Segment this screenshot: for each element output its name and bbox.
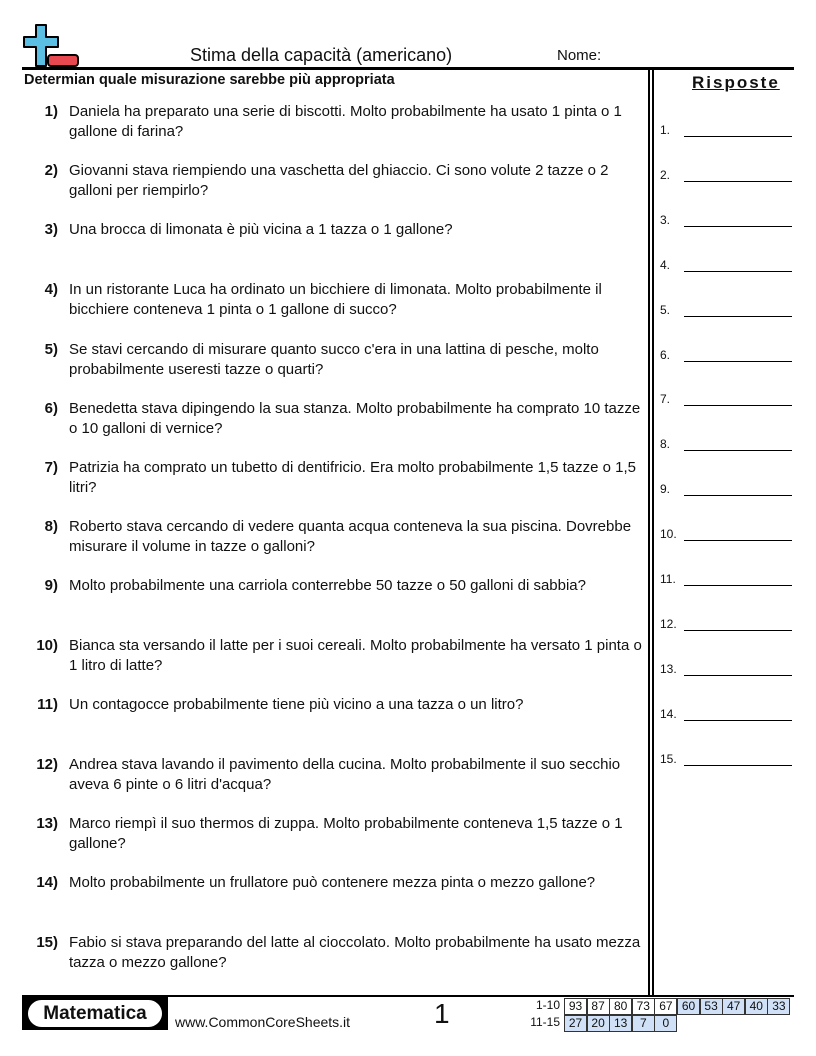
- answer-slot[interactable]: [660, 213, 800, 227]
- answer-slot[interactable]: [660, 752, 800, 766]
- answer-blank-line[interactable]: [684, 271, 792, 272]
- answer-number: 8.: [660, 437, 671, 452]
- answer-slot[interactable]: [660, 482, 800, 496]
- question-text: Una brocca di limonata è più vicina a 1 tazza o 1 gallone?: [69, 221, 453, 238]
- question-item: [24, 576, 644, 596]
- question-item: [24, 933, 644, 973]
- question-item: [24, 161, 644, 201]
- answer-blank-line[interactable]: [684, 720, 792, 721]
- answer-slot[interactable]: [660, 123, 800, 137]
- score-cell: 93: [564, 998, 587, 1015]
- name-label: Nome:: [557, 47, 602, 64]
- score-cell: 40: [745, 998, 768, 1015]
- answers-title: Risposte: [692, 73, 780, 92]
- question-text: In un ristorante Luca ha ordinato un bicchiere di limonata. Molto probabilmente il bicchiere conteneva 1 pinta o 1 gallone di succo?: [69, 281, 602, 318]
- question-text: Molto probabilmente una carriola conterrebbe 50 tazze o 50 galloni di sabbia?: [69, 577, 586, 594]
- question-number: 1): [44, 103, 58, 120]
- answer-blank-line[interactable]: [684, 136, 792, 137]
- answer-blank-line[interactable]: [684, 630, 792, 631]
- question-text: Patrizia ha comprato un tubetto di dentifricio. Era molto probabilmente 1,5 tazze o 1,5 litri?: [69, 459, 636, 496]
- question-item: [24, 340, 644, 380]
- score-cell: 47: [722, 998, 745, 1015]
- question-item: [24, 636, 644, 676]
- answer-slot[interactable]: [660, 348, 800, 362]
- answer-blank-line[interactable]: [684, 585, 792, 586]
- question-text: Se stavi cercando di misurare quanto succo c'era in una lattina di pesche, molto probabilmente useresti tazze o quarti?: [69, 341, 599, 378]
- question-text: Un contagocce probabilmente tiene più vicino a una tazza o un litro?: [69, 696, 524, 713]
- answer-blank-line[interactable]: [684, 765, 792, 766]
- score-cell: 0: [654, 1015, 677, 1032]
- question-number: 7): [44, 459, 58, 476]
- score-cell: 67: [654, 998, 677, 1015]
- column-divider-right: [652, 67, 654, 996]
- column-divider-left: [648, 67, 650, 996]
- question-number: 12): [36, 756, 58, 773]
- answer-blank-line[interactable]: [684, 540, 792, 541]
- brand-label: Matematica: [28, 1000, 162, 1027]
- question-number: 14): [36, 874, 58, 891]
- question-item: [24, 458, 644, 498]
- question-item: [24, 280, 644, 320]
- question-number: 8): [44, 518, 58, 535]
- answer-number: 10.: [660, 527, 677, 542]
- brand-badge: [22, 997, 168, 1030]
- answer-number: 2.: [660, 167, 671, 182]
- question-number: 9): [44, 577, 58, 594]
- answer-blank-line[interactable]: [684, 450, 792, 451]
- answer-blank-line[interactable]: [684, 495, 792, 496]
- question-text: Andrea stava lavando il pavimento della cucina. Molto probabilmente il suo secchio aveva 6 pinte o 6 litri d'acqua?: [69, 756, 621, 793]
- answer-number: 6.: [660, 347, 671, 362]
- question-text: Marco riempì il suo thermos di zuppa. Molto probabilmente conteneva 1,5 tazze o 1 gallone?: [69, 815, 623, 852]
- answer-slot[interactable]: [660, 258, 800, 272]
- answer-blank-line[interactable]: [684, 675, 792, 676]
- answer-number: 5.: [660, 302, 671, 317]
- answer-number: 14.: [660, 706, 677, 721]
- question-item: [24, 695, 644, 715]
- site-url: www.CommonCoreSheets.it: [175, 1014, 351, 1030]
- question-text: Fabio si stava preparando del latte al cioccolato. Molto probabilmente ha usato mezza tazza o mezzo gallone?: [69, 934, 641, 971]
- question-text: Molto probabilmente un frullatore può contenere mezza pinta o mezzo gallone?: [69, 874, 596, 891]
- question-item: [24, 873, 644, 893]
- answer-slot[interactable]: [660, 572, 800, 586]
- score-cell: 87: [587, 998, 610, 1015]
- answer-number: 11.: [660, 572, 676, 586]
- question-number: 10): [36, 637, 58, 654]
- question-text: Daniela ha preparato una serie di biscotti. Molto probabilmente ha usato 1 pinta o 1 gallone di farina?: [69, 103, 622, 140]
- answer-number: 7.: [660, 392, 671, 407]
- score-cell: 20: [587, 1015, 610, 1032]
- question-number: 2): [44, 162, 58, 179]
- score-cell: 60: [677, 998, 700, 1015]
- answer-slot[interactable]: [660, 662, 800, 676]
- question-item: [24, 517, 644, 557]
- score-cell: 73: [632, 998, 655, 1015]
- answer-number: 4.: [660, 257, 671, 272]
- answer-slot[interactable]: [660, 303, 800, 317]
- answer-number: 12.: [660, 616, 677, 631]
- question-number: 4): [44, 281, 58, 298]
- question-number: 11): [37, 696, 58, 713]
- question-item: [24, 102, 644, 142]
- score-row-label: 1-10: [535, 998, 560, 1012]
- question-number: 5): [44, 341, 58, 358]
- answer-blank-line[interactable]: [684, 226, 792, 227]
- answer-blank-line[interactable]: [684, 405, 792, 406]
- question-number: 15): [36, 934, 58, 951]
- logo-plus-minus-icon: [22, 24, 80, 68]
- score-cell: 7: [632, 1015, 655, 1032]
- worksheet-title: Stima della capacità (americano): [190, 45, 453, 65]
- answer-slot[interactable]: [660, 437, 800, 451]
- answer-slot[interactable]: [660, 707, 800, 721]
- question-number: 3): [44, 221, 58, 238]
- answer-number: 1.: [660, 123, 671, 137]
- answer-slot[interactable]: [660, 527, 800, 541]
- answer-blank-line[interactable]: [684, 316, 792, 317]
- question-text: Giovanni stava riempiendo una vaschetta del ghiaccio. Ci sono volute 2 tazze o 2 galloni per riempirlo?: [69, 162, 609, 199]
- question-item: [24, 399, 644, 439]
- question-number: 13): [36, 815, 58, 832]
- question-text: Benedetta stava dipingendo la sua stanza. Molto probabilmente ha comprato 10 tazze o 10 galloni di vernice?: [69, 400, 641, 437]
- score-cell: 27: [564, 1015, 587, 1032]
- answer-slot[interactable]: [660, 392, 800, 406]
- question-text: Roberto stava cercando di vedere quanta acqua conteneva la sua piscina. Dovrebbe misurare il volume in tazze o galloni?: [69, 518, 632, 555]
- instructions: Determian quale misurazione sarebbe più appropriata: [24, 72, 395, 88]
- score-cell: 53: [700, 998, 723, 1015]
- answer-number: 9.: [660, 482, 671, 497]
- answer-blank-line[interactable]: [684, 181, 792, 182]
- answer-number: 13.: [660, 661, 677, 676]
- question-item: [24, 755, 644, 795]
- question-item: [24, 220, 644, 240]
- question-text: Bianca sta versando il latte per i suoi cereali. Molto probabilmente ha versato 1 pinta o 1 litro di latte?: [69, 637, 642, 674]
- score-cell: 13: [609, 1015, 632, 1032]
- answer-number: 3.: [660, 212, 671, 227]
- question-item: [24, 814, 644, 854]
- score-cell: 80: [609, 998, 632, 1015]
- answer-number: 15.: [660, 751, 677, 766]
- page-number: 1: [434, 998, 450, 1029]
- answer-slot[interactable]: [660, 168, 800, 182]
- score-cell: 33: [767, 998, 790, 1015]
- score-row-label: 11-15: [530, 1015, 560, 1029]
- header-divider: [22, 67, 794, 70]
- answer-slot[interactable]: [660, 617, 800, 631]
- answer-blank-line[interactable]: [684, 361, 792, 362]
- question-number: 6): [44, 400, 58, 417]
